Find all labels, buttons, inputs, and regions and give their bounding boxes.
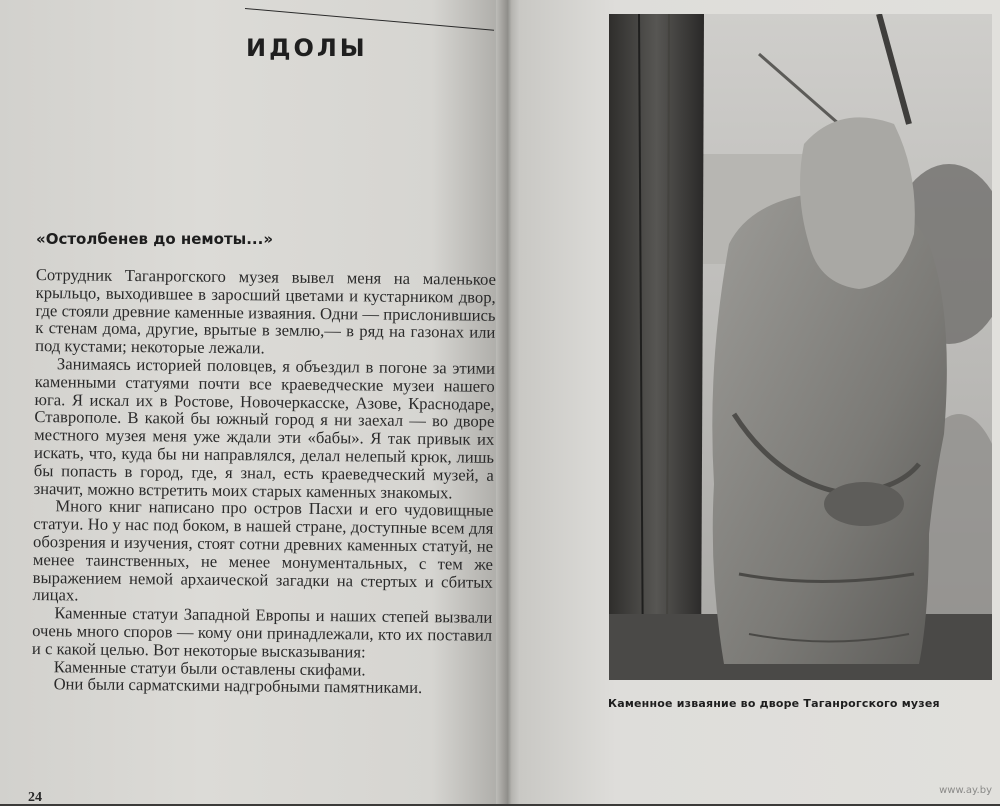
paragraph: Сотрудник Таганрогского музея вывел меня на маленькое крыльцо, выходившее в заросший цветами и кустарником двор, где стояли древние каменные изваяния. Одни — прислонившись к стенам дома, другие, врытые в землю,— в ряд на газонах или под кустами; некоторые лежали. bbox=[35, 265, 496, 358]
chapter-title: ИДОЛЫ bbox=[246, 34, 368, 62]
paragraph: Каменные статуи были оставлены скифами. bbox=[53, 656, 366, 680]
page-number: 24 bbox=[28, 790, 42, 805]
paragraph: Каменные статуи Западной Европы и наших степей вызвали очень много споров — кому они принадлежали, кто их поставил и с какой целью. Вот некоторые высказывания: bbox=[31, 603, 493, 662]
photo-caption: Каменное изваяние во дворе Таганрогского музея bbox=[608, 697, 940, 710]
paragraph: Они были сарматскими надгробными памятниками. bbox=[53, 674, 423, 698]
body-text bbox=[32, 266, 496, 698]
stone-idol-photo bbox=[609, 14, 992, 680]
book-gutter bbox=[496, 0, 522, 804]
paragraph: Много книг написано про остров Пасхи и его чудовищные статуи. Но у нас под боком, в нашей стране, доступные всем для обозрения и изучения, стоят сотни древних каменных статуй, не менее таинственных, не менее монументальных, с тем же выражением немой архаической загадки на стертых и сбитых лицах. bbox=[32, 496, 494, 605]
section-heading: «Остолбенев до немоты...» bbox=[36, 230, 274, 248]
paragraph: Занимаясь историей половцев, я объездил в погоне за этими каменными статуями почти все краеведческие музеи нашего юга. Я искал их в Ростове, Новочеркасске, Азове, Краснодаре, Ставрополе. В какой бы южный город я ни заехал — во дворе местного музея меня уже ждали эти «бабы». Я так привык их искать, что, куда бы ни направлялся, делал нелепый крюк, лишь бы попасть в город, где, я знал, есть краеведческий музей, а значит, можно встретить моих старых каменных знакомых. bbox=[33, 354, 496, 502]
watermark: www.ay.by bbox=[939, 785, 992, 796]
